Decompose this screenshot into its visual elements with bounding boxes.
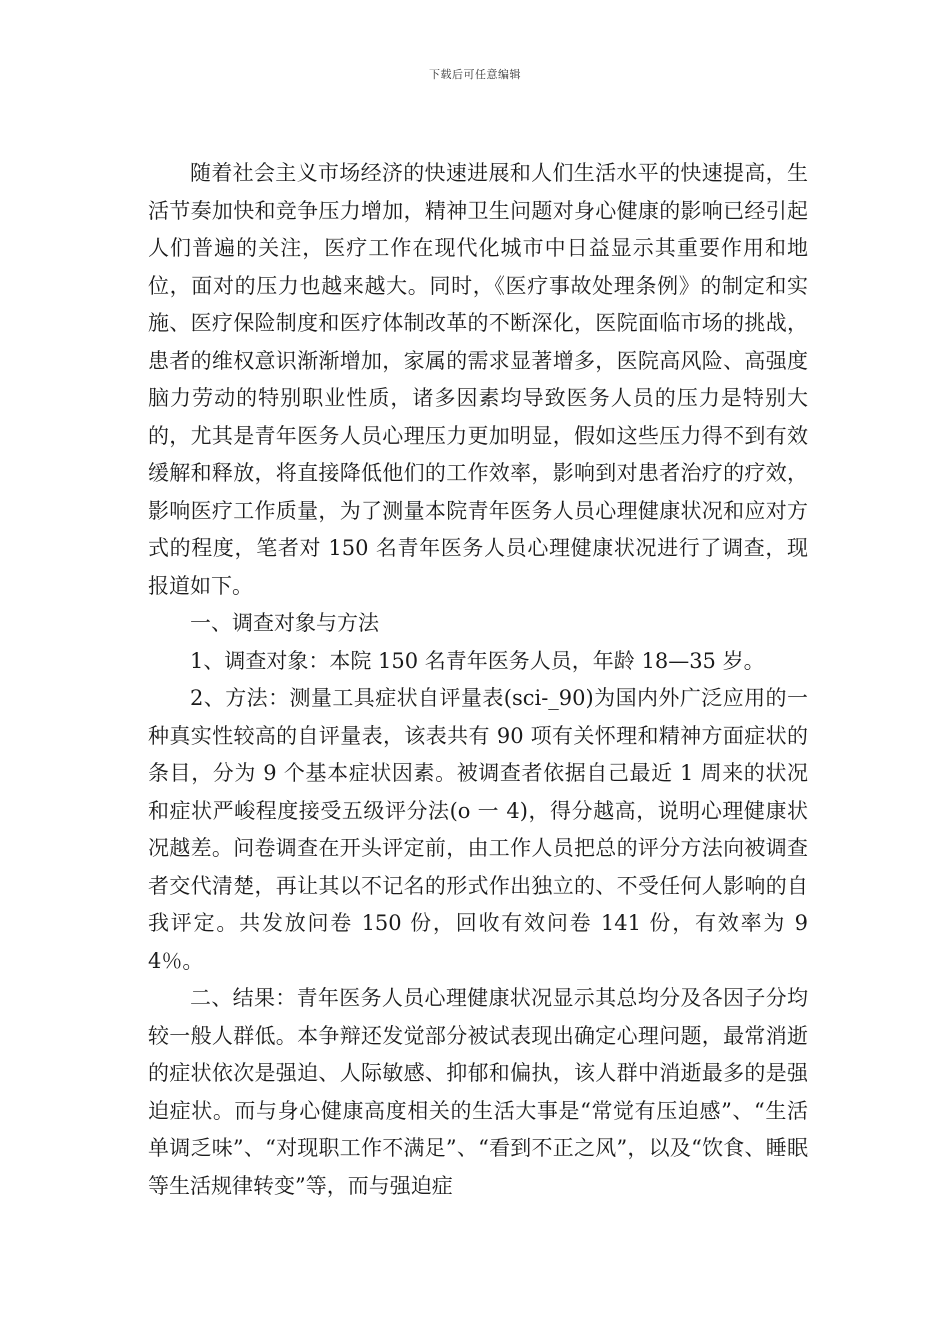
section-heading-subjects-methods: 一、调查对象与方法 (190, 611, 379, 635)
document-body (148, 155, 808, 1205)
intro-paragraph: 随着社会主义市场经济的快速进展和人们生活水平的快速提高，生活节奏加快和竞争压力增加，精神卫生问题对身心健康的影响已经引起人们普遍的关注，医疗工作在现代化城市中日益显示其重要作用和地位，面对的压力也越来越大。同时，《医疗事故处理条例》的制定和实施、医疗保险制度和医疗体制改革的不断深化，医院面临市场的挑战，患者的维权意识渐渐增加，家属的需求显著增多，医院高风险、高强度脑力劳动的特别职业性质，诸多因素均导致医务人员的压力是特别大的，尤其是青年医务人员心理压力更加明显，假如这些压力得不到有效缓解和释放，将直接降低他们的工作效率，影响到对患者治疗的疗效，影响医疗工作质量，为了测量本院青年医务人员心理健康状况和应对方式的程度，笔者对 150 名青年医务人员心理健康状况进行了调查，现报道如下。 (148, 161, 808, 598)
methods-paragraph: 2、方法：测量工具症状自评量表(sci-_90)为国内外广泛应用的一种真实性较高的自评量表，该表共有 90 项有关怀理和精神方面症状的条目，分为 9 个基本症状因素。被调查者依据自己最近 1 周来的状况和症状严峻程度接受五级评分法(o 一 4)，得分越高，说明心理健康状况越差。问卷调查在开头评定前，由工作人员把总的评分方法向被调查者交代清楚，再让其以不记名的形式作出独立的、不受任何人影响的自我评定。共发放问卷 150 份，回收有效问卷 141 份，有效率为 94％。 (148, 686, 808, 973)
results-paragraph: 二、结果：青年医务人员心理健康状况显示其总均分及各因子分均较一般人群低。本争辩还发觉部分被试表现出确定心理问题，最常消逝的症状依次是强迫、人际敏感、抑郁和偏执，该人群中消逝最多的是强迫症状。而与身心健康高度相关的生活大事是“常觉有压迫感”、“生活单调乏味”、“对现职工作不满足”、“看到不正之风”，以及“饮食、睡眠等生活规律转变”等，而与强迫症 (148, 986, 808, 1198)
subjects-paragraph: 1、调查对象：本院 150 名青年医务人员，年龄 18—35 岁。 (190, 648, 765, 673)
page-header: 下载后可任意编辑 (429, 68, 521, 81)
